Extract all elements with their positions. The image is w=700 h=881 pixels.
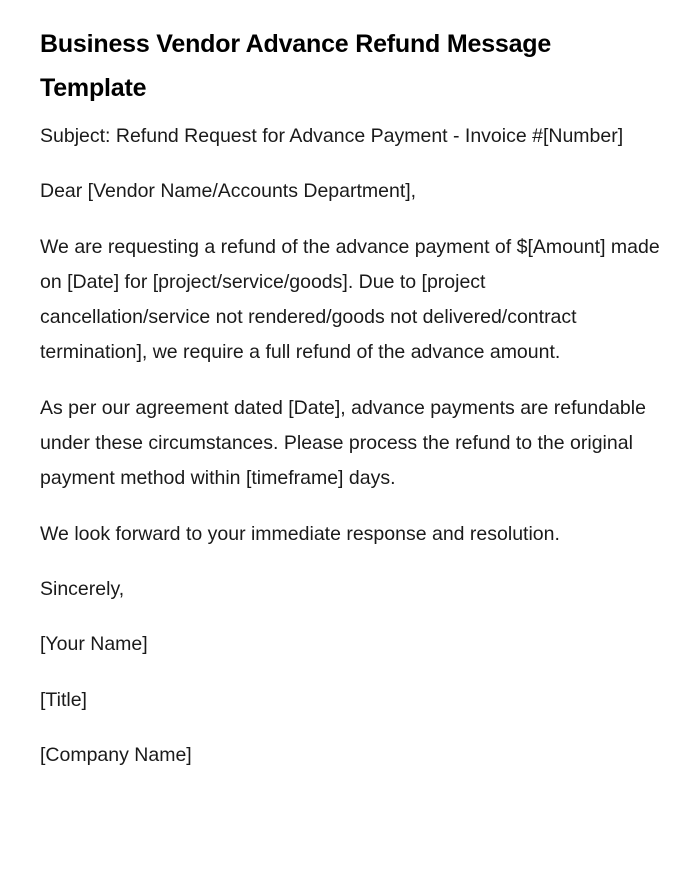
subject-line: Subject: Refund Request for Advance Payment - Invoice #[Number] [40, 125, 624, 147]
body-paragraph-1: We are requesting a refund of the advance payment of $[Amount] made on [Date] for [project/service/goods]. Due to [project cancellation/service not rendered/goods not delivered/contract termination], we require a full refund of the advance amount. [40, 235, 660, 364]
sender-company: [Company Name] [40, 743, 192, 766]
body-paragraph-3: We look forward to your immediate response and resolution. [40, 522, 560, 545]
body-paragraph-2: As per our agreement dated [Date], advance payments are refundable under these circumstances. Please process the refund to the original payment method within [timeframe] days. [40, 396, 646, 490]
sender-title: [Title] [40, 688, 87, 711]
closing: Sincerely, [40, 577, 125, 600]
document-title: Business Vendor Advance Refund Message Template [40, 30, 552, 102]
sender-name: [Your Name] [40, 633, 148, 656]
salutation: Dear [Vendor Name/Accounts Department], [40, 180, 417, 203]
